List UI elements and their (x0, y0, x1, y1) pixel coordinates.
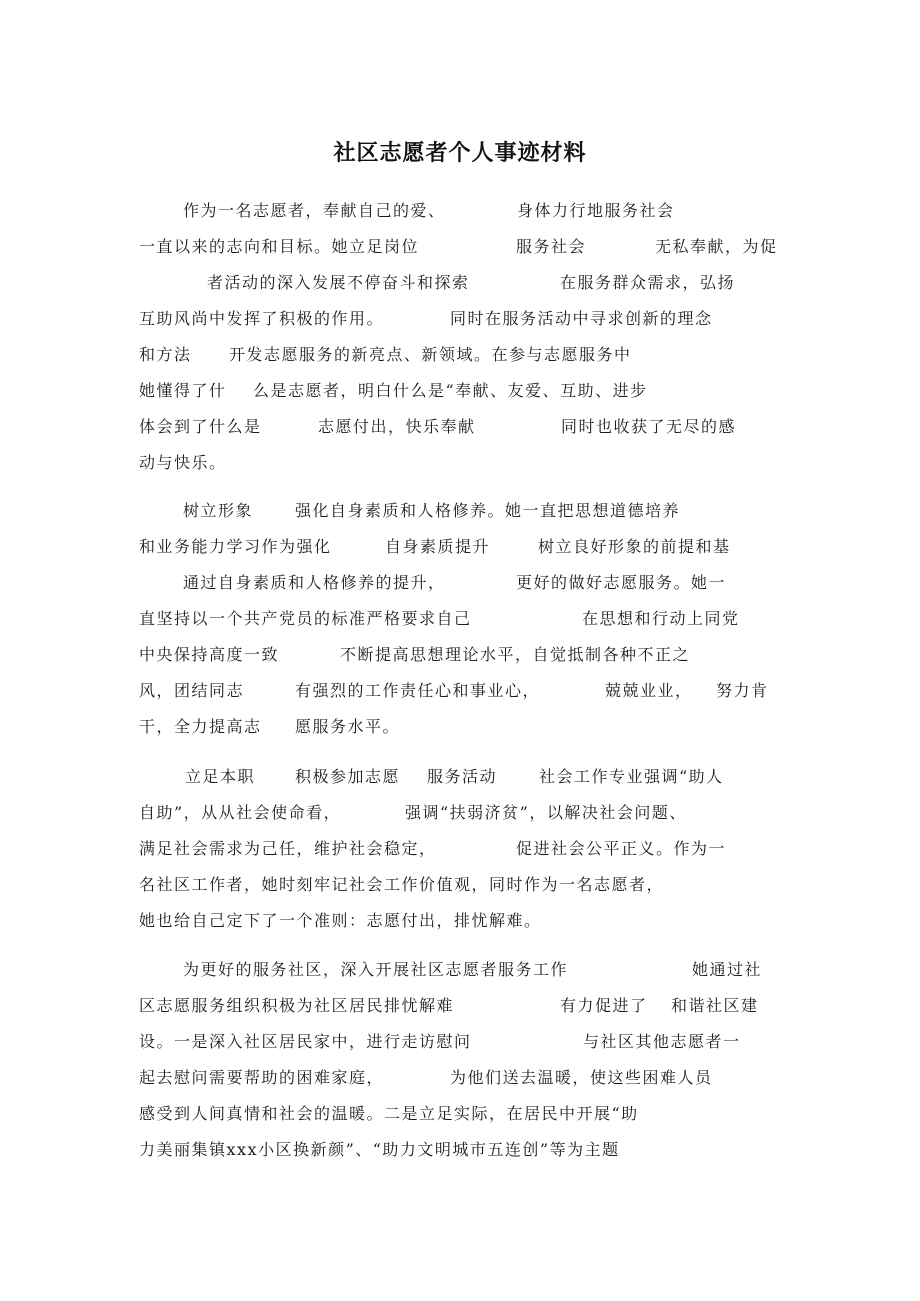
text-segment: 一直以来的志向和目标。她立足岗位 (139, 237, 420, 256)
text-segment: 起去慰问需要帮助的困难家庭， (139, 1068, 385, 1087)
text-segment: 开发志愿服务的新亮点、新领域。在参与志愿服务中 (229, 345, 632, 364)
text-segment: 她懂得了什 (139, 381, 227, 400)
text-segment: 区志愿服务组织积极为社区居民排忧解难 (139, 996, 455, 1015)
text-segment: 同时也收获了无尽的感 (561, 417, 737, 436)
document-title: 社区志愿者个人事迹材料 (333, 141, 587, 166)
text-segment: 为他们送去温暖，使这些困难人员 (450, 1068, 713, 1087)
text-segment: 服务社会 (516, 237, 587, 256)
text-segment: 体会到了什么是 (139, 417, 262, 436)
text-segment: 干，全力提高志 (139, 717, 262, 736)
text-segment: 互助风尚中发挥了积极的作用。 (139, 309, 385, 328)
text-segment: 为更好的服务社区，深入开展社区志愿者服务工作 (183, 960, 569, 979)
text-segment: 树立良好形象的前提和基 (538, 537, 731, 556)
text-segment: 树立形象 (183, 501, 254, 520)
text-segment: 中央保持高度一致 (139, 645, 280, 664)
text-segment: 服务活动 (427, 767, 498, 786)
text-segment: 强化自身素质和人格修养。她一直把思想道德培养 (295, 501, 681, 520)
text-segment: 有力促进了 (560, 996, 648, 1015)
text-segment: 在服务群众需求，弘扬 (560, 273, 736, 292)
text-segment: 力美丽集镇xxx小区换新颜”、“助力文明城市五连创”等为主题 (139, 1140, 620, 1159)
text-segment: 强调“扶弱济贫”，以解决社会问题、 (405, 803, 687, 822)
text-segment: 自身素质提升 (385, 537, 491, 556)
text-segment: 努力肯 (716, 681, 769, 700)
text-segment: 同时在服务活动中寻求创新的理念 (450, 309, 713, 328)
text-segment: 和业务能力学习作为强化 (139, 537, 332, 556)
text-segment: 动与快乐。 (139, 453, 227, 472)
text-segment: 么是志愿者，明白什么是“奉献、友爱、互助、进步 (253, 381, 648, 400)
text-segment: 有强烈的工作责任心和事业心， (295, 681, 541, 700)
text-segment: 她通过社 (692, 960, 763, 979)
text-segment: 设。一是深入社区居民家中，进行走访慰问 (139, 1032, 472, 1051)
text-segment: 身体力行地服务社会 (517, 201, 675, 220)
text-segment: 名社区工作者，她时刻牢记社会工作价值观，同时作为一名志愿者， (139, 875, 665, 894)
text-segment: 自助”，从从社会使命看， (139, 803, 342, 822)
text-segment: 者活动的深入发展不停奋斗和探索 (207, 273, 470, 292)
text-segment: 积极参加志愿 (295, 767, 401, 786)
text-segment: 立足本职 (185, 767, 256, 786)
text-segment: 愿服务水平。 (295, 717, 401, 736)
text-segment: 她也给自己定下了一个准则：志愿付出，排忧解难。 (139, 911, 542, 930)
text-segment: 社会工作专业强调“助人 (539, 767, 724, 786)
text-segment: 无私奉献，为促 (655, 237, 778, 256)
text-segment: 促进社会公平正义。作为一 (516, 839, 727, 858)
text-segment: 作为一名志愿者，奉献自己的爱、 (183, 201, 446, 220)
text-segment: 更好的做好志愿服务。她一 (516, 573, 727, 592)
text-segment: 兢兢业业， (605, 681, 693, 700)
text-segment: 在思想和行动上同党 (582, 609, 740, 628)
text-segment: 志愿付出，快乐奉献 (318, 417, 476, 436)
text-segment: 不断提高思想理论水平，自觉抵制各种不正之 (340, 645, 691, 664)
text-segment: 通过自身素质和人格修养的提升， (183, 573, 446, 592)
text-segment: 直坚持以一个共产党员的标准严格要求自己 (139, 609, 472, 628)
text-segment: 感受到人间真情和社会的温暖。二是立足实际，在居民中开展“助 (139, 1104, 639, 1123)
text-segment: 和方法 (139, 345, 192, 364)
text-segment: 和谐社区建 (671, 996, 759, 1015)
text-segment: 满足社会需求为己任，维护社会稳定， (139, 839, 437, 858)
text-segment: 风，团结同志 (139, 681, 245, 700)
text-segment: 与社区其他志愿者一 (583, 1032, 741, 1051)
